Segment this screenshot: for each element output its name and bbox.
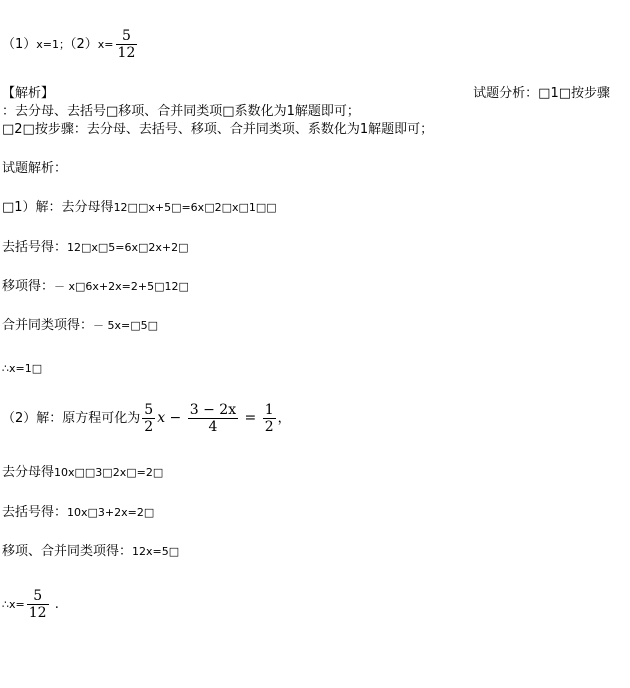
step8-label: 移项、合并同类项得： — [2, 544, 133, 559]
analysis-summary-line3: □2□按步骤：去分母、去括号、移项、合并同类项、系数化为1解题即可； — [2, 122, 434, 137]
step2-equation: 12□x□5=6x□2x+2□ — [67, 241, 189, 254]
part2-fraction-1-numerator: 5 — [144, 402, 154, 418]
solution-step8 — [2, 544, 179, 560]
solution-part2 — [2, 402, 291, 435]
step8-equation: 12x=5□ — [132, 545, 180, 558]
part2-fraction-2 — [188, 402, 238, 435]
step1-label: □1）解：去分母得 — [2, 200, 114, 215]
solution-step1 — [2, 200, 277, 216]
final-x: ∴x= — [2, 598, 25, 611]
step6-label: 去分母得 — [2, 465, 55, 480]
part2-fraction-2-numerator: 3 − 2x — [189, 402, 237, 418]
final-fraction-denominator: 12 — [28, 605, 47, 621]
solution-final — [2, 588, 59, 621]
part2-fraction-3-denominator: 2 — [264, 419, 274, 435]
part2-label: （2）解：原方程可化为 — [2, 411, 141, 426]
final-fraction-numerator: 5 — [33, 588, 43, 604]
answer-fraction-numerator: 5 — [121, 28, 131, 44]
part2-fraction-1 — [142, 402, 155, 435]
solution-step3 — [2, 279, 189, 295]
part2-fraction-3-numerator: 1 — [264, 402, 274, 418]
step3-equation: － x□6x+2x=2+5□12□ — [54, 280, 189, 293]
solution-title: 试题解析： — [2, 161, 68, 176]
part2-minus: − — [165, 410, 186, 426]
part2-comma: ， — [277, 411, 291, 426]
part2-fraction-2-denominator: 4 — [188, 418, 238, 435]
answer-fraction — [116, 28, 138, 61]
analysis-summary-start: 试题分析：□1□按步骤 — [473, 86, 610, 101]
analysis-summary-line2: ：去分母、去括号□移项、合并同类项□系数化为1解题即可； — [2, 104, 360, 119]
solution-step7 — [2, 505, 154, 521]
part2-variable-x: x — [157, 410, 166, 426]
part2-equals: = — [240, 410, 261, 426]
step4-label: 合并同类项得： — [2, 318, 94, 333]
final-fraction — [27, 588, 49, 621]
final-period: . — [50, 597, 59, 612]
analysis-heading: 【解析】 — [2, 86, 55, 101]
step1-equation: 12□□x+5□=6x□2□x□1□□ — [113, 201, 277, 214]
answer-part2-label: （2） — [70, 37, 98, 52]
step7-equation: 10x□3+2x=2□ — [67, 506, 155, 519]
part2-fraction-3 — [263, 402, 276, 435]
step7-label: 去括号得： — [2, 505, 68, 520]
solution-step5: ∴x=1□ — [2, 362, 43, 375]
answer-part2-x: x= — [97, 38, 114, 51]
solution-step2 — [2, 240, 189, 256]
part2-fraction-1-denominator: 2 — [144, 419, 154, 435]
step2-label: 去括号得： — [2, 240, 68, 255]
answer-part1-value: x=1； — [36, 38, 71, 51]
solution-step4 — [2, 318, 158, 334]
answer-part1-label: （1） — [2, 37, 37, 52]
answer-fraction-denominator: 12 — [117, 45, 136, 61]
solution-step6 — [2, 465, 163, 481]
step3-label: 移项得： — [2, 279, 55, 294]
step4-equation: － 5x=□5□ — [93, 319, 159, 332]
answer-line — [2, 28, 139, 61]
step6-equation: 10x□□3□2x□=2□ — [54, 466, 164, 479]
